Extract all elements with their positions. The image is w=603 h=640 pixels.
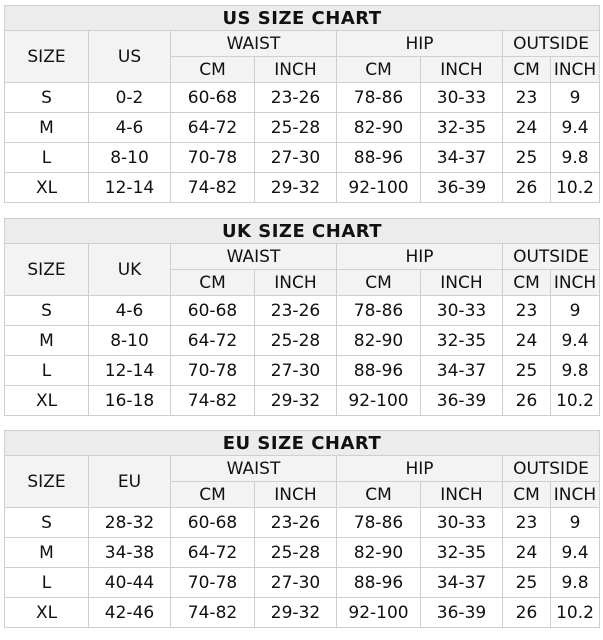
system-size-cell: 12-14 [89,356,171,386]
hip-inch-cell: 30-33 [421,296,503,326]
hip-inch-header: INCH [421,482,503,508]
table-row [5,143,600,173]
waist-inch-cell: 23-26 [255,296,337,326]
group-header-row [5,456,600,482]
waist-inch-cell: 25-28 [255,113,337,143]
hip-inch-cell: 30-33 [421,508,503,538]
waist-cm-cell: 70-78 [171,356,255,386]
system-size-cell: 34-38 [89,538,171,568]
table-row [5,296,600,326]
waist-cm-cell: 60-68 [171,296,255,326]
waist-cm-header: CM [171,482,255,508]
outside-cm-cell: 23 [503,83,551,113]
chart-title: US SIZE CHART [5,6,600,31]
outside-inch-cell: 9.4 [551,538,600,568]
outside-cm-cell: 26 [503,386,551,416]
hip-cm-header: CM [337,482,421,508]
title-row [5,431,600,456]
hip-inch-cell: 34-37 [421,143,503,173]
title-row [5,219,600,244]
size-cell: L [5,568,89,598]
outside-cm-cell: 25 [503,356,551,386]
outside-cm-cell: 24 [503,538,551,568]
outside-header: OUTSIDE [503,31,600,57]
outside-cm-cell: 25 [503,143,551,173]
system-header: EU [89,456,171,508]
title-row [5,6,600,31]
hip-cm-cell: 82-90 [337,113,421,143]
system-size-cell: 40-44 [89,568,171,598]
waist-cm-cell: 70-78 [171,143,255,173]
waist-inch-cell: 25-28 [255,538,337,568]
waist-cm-cell: 64-72 [171,326,255,356]
table-row [5,568,600,598]
hip-cm-cell: 78-86 [337,83,421,113]
waist-cm-cell: 64-72 [171,113,255,143]
outside-cm-header: CM [503,482,551,508]
size-cell: XL [5,598,89,628]
hip-inch-cell: 36-39 [421,386,503,416]
system-size-cell: 4-6 [89,113,171,143]
waist-cm-cell: 74-82 [171,598,255,628]
waist-inch-header: INCH [255,57,337,83]
outside-inch-cell: 9.4 [551,326,600,356]
system-size-cell: 8-10 [89,326,171,356]
size-cell: L [5,356,89,386]
waist-inch-cell: 27-30 [255,356,337,386]
hip-inch-cell: 32-35 [421,113,503,143]
size-table [4,218,600,416]
waist-header: WAIST [171,244,337,270]
size-cell: M [5,113,89,143]
hip-cm-cell: 82-90 [337,538,421,568]
outside-inch-cell: 9.8 [551,356,600,386]
table-row [5,386,600,416]
outside-cm-cell: 23 [503,508,551,538]
size-table [4,5,600,203]
hip-inch-cell: 34-37 [421,568,503,598]
hip-cm-cell: 92-100 [337,173,421,203]
size-cell: M [5,326,89,356]
group-header-row [5,31,600,57]
waist-inch-header: INCH [255,270,337,296]
waist-cm-cell: 70-78 [171,568,255,598]
system-size-cell: 28-32 [89,508,171,538]
waist-inch-cell: 27-30 [255,143,337,173]
table-row [5,173,600,203]
group-header-row [5,244,600,270]
outside-inch-cell: 9 [551,83,600,113]
outside-cm-cell: 24 [503,326,551,356]
outside-cm-cell: 24 [503,113,551,143]
outside-inch-cell: 9 [551,296,600,326]
system-size-cell: 16-18 [89,386,171,416]
waist-inch-cell: 29-32 [255,598,337,628]
hip-cm-cell: 88-96 [337,356,421,386]
system-header: US [89,31,171,83]
hip-cm-cell: 82-90 [337,326,421,356]
outside-cm-cell: 23 [503,296,551,326]
system-size-cell: 42-46 [89,598,171,628]
hip-cm-cell: 92-100 [337,386,421,416]
waist-inch-cell: 29-32 [255,173,337,203]
hip-cm-cell: 88-96 [337,568,421,598]
system-size-cell: 8-10 [89,143,171,173]
system-size-cell: 0-2 [89,83,171,113]
waist-cm-header: CM [171,270,255,296]
waist-cm-cell: 60-68 [171,508,255,538]
outside-cm-header: CM [503,270,551,296]
waist-inch-cell: 23-26 [255,508,337,538]
hip-header: HIP [337,244,503,270]
outside-cm-cell: 26 [503,173,551,203]
hip-inch-cell: 32-35 [421,538,503,568]
size-header: SIZE [5,456,89,508]
outside-inch-cell: 9.4 [551,113,600,143]
hip-inch-cell: 32-35 [421,326,503,356]
outside-inch-header: INCH [551,57,600,83]
outside-inch-cell: 10.2 [551,598,600,628]
waist-cm-cell: 60-68 [171,83,255,113]
size-cell: L [5,143,89,173]
hip-inch-cell: 34-37 [421,356,503,386]
us-size-chart [4,5,599,203]
hip-inch-header: INCH [421,57,503,83]
hip-cm-cell: 92-100 [337,598,421,628]
outside-cm-cell: 25 [503,568,551,598]
outside-inch-cell: 9 [551,508,600,538]
size-cell: M [5,538,89,568]
outside-inch-header: INCH [551,482,600,508]
table-row [5,538,600,568]
waist-cm-cell: 64-72 [171,538,255,568]
size-cell: S [5,296,89,326]
waist-inch-cell: 27-30 [255,568,337,598]
hip-inch-cell: 30-33 [421,83,503,113]
size-cell: XL [5,173,89,203]
waist-inch-cell: 29-32 [255,386,337,416]
waist-header: WAIST [171,31,337,57]
table-row [5,113,600,143]
uk-size-chart [4,218,599,416]
size-header: SIZE [5,31,89,83]
outside-cm-cell: 26 [503,598,551,628]
outside-cm-header: CM [503,57,551,83]
hip-cm-cell: 88-96 [337,143,421,173]
hip-cm-cell: 78-86 [337,296,421,326]
chart-title: UK SIZE CHART [5,219,600,244]
outside-header: OUTSIDE [503,244,600,270]
chart-title: EU SIZE CHART [5,431,600,456]
hip-inch-cell: 36-39 [421,598,503,628]
hip-header: HIP [337,31,503,57]
hip-header: HIP [337,456,503,482]
waist-cm-header: CM [171,57,255,83]
hip-cm-cell: 78-86 [337,508,421,538]
table-row [5,83,600,113]
table-row [5,356,600,386]
waist-cm-cell: 74-82 [171,386,255,416]
outside-inch-header: INCH [551,270,600,296]
eu-size-chart [4,430,599,628]
waist-header: WAIST [171,456,337,482]
waist-inch-cell: 23-26 [255,83,337,113]
size-table [4,430,600,628]
hip-cm-header: CM [337,57,421,83]
hip-inch-cell: 36-39 [421,173,503,203]
size-cell: XL [5,386,89,416]
waist-cm-cell: 74-82 [171,173,255,203]
waist-inch-header: INCH [255,482,337,508]
system-size-cell: 12-14 [89,173,171,203]
waist-inch-cell: 25-28 [255,326,337,356]
table-row [5,598,600,628]
outside-inch-cell: 9.8 [551,143,600,173]
outside-header: OUTSIDE [503,456,600,482]
hip-cm-header: CM [337,270,421,296]
outside-inch-cell: 10.2 [551,386,600,416]
size-header: SIZE [5,244,89,296]
outside-inch-cell: 9.8 [551,568,600,598]
outside-inch-cell: 10.2 [551,173,600,203]
size-cell: S [5,83,89,113]
table-row [5,326,600,356]
hip-inch-header: INCH [421,270,503,296]
size-cell: S [5,508,89,538]
table-row [5,508,600,538]
system-size-cell: 4-6 [89,296,171,326]
system-header: UK [89,244,171,296]
